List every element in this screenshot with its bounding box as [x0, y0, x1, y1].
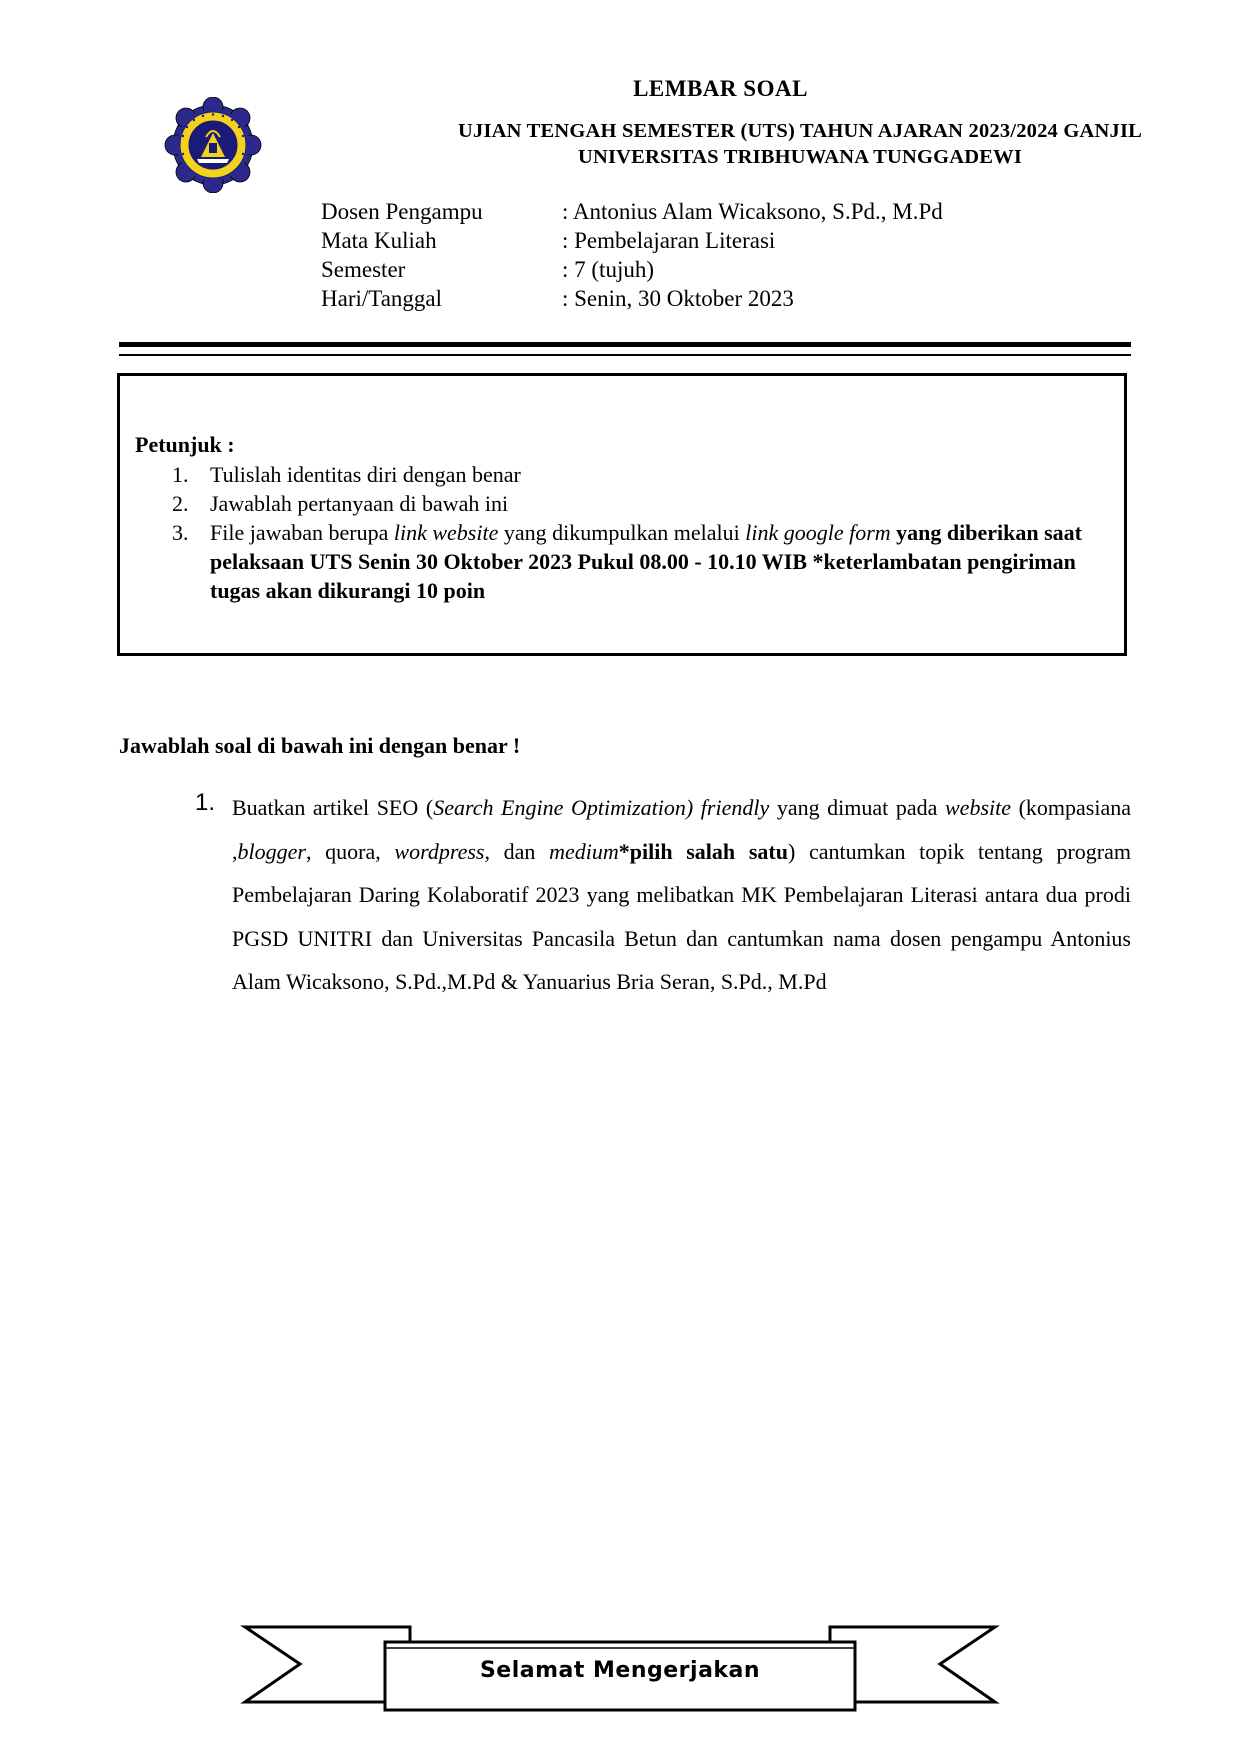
info-value: : Antonius Alam Wicaksono, S.Pd., M.Pd [562, 199, 943, 224]
question-text-part: ) cantumkan topik tentang program Pembelajaran Daring Kolaboratif 2023 yang melibatkan MK Pembelajaran Literasi antara dua prodi PGSD UNITRI dan Universitas Pancasila Betun dan cantumkan nama dosen pengampu Antonius Alam Wicaksono, S.Pd.,M.Pd & Yanuarius Bria Seran, S.Pd., M.Pd [232, 838, 1132, 994]
info-value: : 7 (tujuh) [562, 257, 654, 282]
question-text-italic: blogger [237, 838, 306, 864]
divider-thin [119, 354, 1131, 356]
instruction-text-part: yang dikumpulkan melalui [498, 520, 746, 545]
question-text-part: yang dimuat pada [769, 795, 945, 820]
instruction-text: Tulislah identitas diri dengan benar [210, 462, 521, 487]
question-text [232, 786, 1131, 1004]
instruction-text-italic: link google form [745, 520, 891, 545]
university-seal-icon [165, 97, 261, 193]
instruction-text [210, 518, 1120, 605]
question-text-part: , dan [484, 838, 550, 864]
question-text-part: , quora, [305, 838, 395, 864]
info-label: Semester [321, 257, 406, 282]
question-text-italic: Search Engine Optimization) friendly [433, 795, 770, 820]
university-name: UNIVERSITAS TRIBHUWANA TUNGGADEWI [577, 146, 1023, 168]
page-title: LEMBAR SOAL [633, 76, 808, 101]
question-number: 1. [195, 789, 216, 816]
question-text-part: (kompasiana , [232, 795, 1131, 864]
divider-thick [119, 342, 1131, 347]
question-text-part: Buatkan artikel SEO ( [232, 795, 434, 820]
instructions-title: Petunjuk : [135, 432, 235, 457]
university-logo [163, 97, 263, 193]
question-text-italic: wordpress [394, 838, 485, 864]
info-label: Mata Kuliah [321, 228, 437, 253]
info-label: Hari/Tanggal [321, 286, 443, 311]
instruction-text: Jawablah pertanyaan di bawah ini [210, 491, 509, 516]
questions-heading: Jawablah soal di bawah ini dengan benar ! [119, 733, 521, 758]
info-value: : Pembelajaran Literasi [562, 228, 776, 253]
instruction-text-italic: link website [393, 520, 499, 545]
question-text-italic: website [945, 795, 1011, 820]
instruction-text-part: File jawaban berupa [210, 520, 394, 545]
exam-title: UJIAN TENGAH SEMESTER (UTS) TAHUN AJARAN 2023/2024 GANJIL [457, 120, 1142, 142]
instruction-text-bold: yang diberikan saat pelaksaan UTS Senin 30 Oktober 2023 Pukul 08.00 - 10.10 WIB *keterlambatan pengiriman tugas akan dikurangi 10 poin [210, 520, 1082, 603]
instruction-number: 2. [172, 491, 189, 516]
instruction-number: 1. [172, 462, 189, 487]
info-value: : Senin, 30 Oktober 2023 [562, 286, 794, 311]
question-text-italic: medium [549, 838, 619, 864]
instruction-number: 3. [172, 520, 189, 545]
banner-text: Selamat Mengerjakan [479, 1658, 761, 1683]
question-text-bold: *pilih salah satu [618, 838, 788, 864]
info-label: Dosen Pengampu [321, 199, 483, 224]
